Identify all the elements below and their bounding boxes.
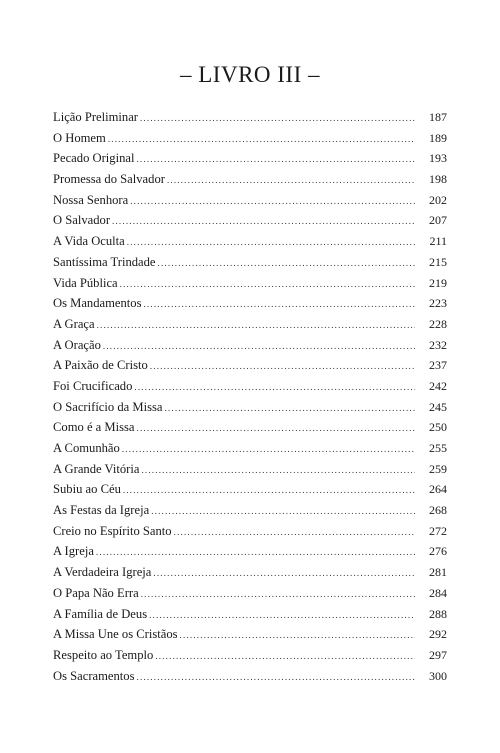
dot-leader — [97, 315, 415, 336]
toc-entry-page: 207 — [429, 213, 447, 228]
dot-leader — [164, 398, 415, 419]
toc-entry-title: A Família de Deus — [53, 606, 148, 621]
dot-leader — [123, 480, 415, 501]
toc-entry-page: 219 — [429, 275, 447, 290]
dot-leader — [151, 501, 415, 522]
toc-entry-page: 193 — [429, 151, 447, 166]
toc-entry-page: 264 — [429, 482, 447, 497]
dot-leader — [103, 336, 415, 357]
toc-entry-title: A Missa Une os Cristãos — [53, 627, 178, 642]
dot-leader — [127, 232, 415, 253]
dot-leader — [130, 191, 415, 212]
dot-leader — [108, 129, 415, 150]
toc-entry-title: A Comunhão — [53, 441, 120, 455]
toc-entry-page: 288 — [429, 606, 447, 621]
toc-entry — [53, 314, 447, 335]
dot-leader — [174, 522, 415, 543]
toc-entry-page: 255 — [429, 441, 447, 455]
toc-entry-title: Subiu ao Céu — [53, 482, 121, 497]
toc-entry — [53, 417, 447, 438]
toc-entry — [53, 252, 447, 273]
toc-entry-page: 187 — [429, 110, 447, 124]
toc-entry-title: A Vida Oculta — [53, 234, 125, 249]
toc-entry-title: A Oração — [53, 337, 101, 352]
dot-leader — [180, 625, 415, 646]
toc-entry-page: 284 — [429, 585, 447, 600]
toc-entry-title: Lição Preliminar — [53, 110, 138, 124]
dot-leader — [96, 542, 415, 563]
toc-entry-page: 272 — [429, 523, 447, 538]
dot-leader — [158, 253, 415, 274]
toc-entry-title: A Grande Vitória — [53, 461, 140, 476]
toc-entry-page: 211 — [429, 234, 447, 249]
toc-entry-page: 245 — [429, 399, 447, 414]
toc-entry — [53, 438, 447, 459]
toc-entry-page: 259 — [429, 461, 447, 476]
table-of-contents — [53, 107, 447, 686]
toc-entry — [53, 355, 447, 376]
dot-leader — [137, 667, 416, 688]
toc-entry — [53, 293, 447, 314]
toc-entry — [53, 562, 447, 583]
toc-entry-title: A Igreja — [53, 544, 94, 559]
toc-entry-page: 292 — [429, 627, 447, 642]
dot-leader — [141, 460, 415, 481]
toc-entry-title: Nossa Senhora — [53, 192, 129, 207]
toc-entry-page: 300 — [429, 668, 447, 683]
toc-entry — [53, 107, 447, 128]
toc-entry — [53, 583, 447, 604]
toc-entry-title: A Verdadeira Igreja — [53, 565, 152, 580]
toc-entry-title: O Papa Não Erra — [53, 585, 139, 600]
dot-leader — [136, 149, 415, 170]
dot-leader — [153, 563, 415, 584]
toc-entry-title: Foi Crucificado — [53, 378, 133, 393]
toc-entry — [53, 169, 447, 190]
toc-entry-page: 198 — [429, 172, 447, 187]
toc-entry — [53, 335, 447, 356]
dot-leader — [149, 605, 415, 626]
dot-leader — [122, 439, 415, 460]
toc-entry-title: O Salvador — [53, 213, 111, 228]
toc-entry — [53, 376, 447, 397]
toc-entry — [53, 624, 447, 645]
toc-entry-title: Santíssima Trindade — [53, 254, 156, 269]
toc-entry — [53, 541, 447, 562]
toc-entry-title: Vida Pública — [53, 275, 118, 290]
section-heading: – LIVRO III – — [180, 62, 320, 87]
toc-entry — [53, 397, 447, 418]
toc-entry-page: 250 — [429, 420, 447, 435]
toc-entry-page: 276 — [429, 544, 447, 559]
toc-entry — [53, 645, 447, 666]
toc-entry-title: Creio no Espírito Santo — [53, 523, 172, 538]
toc-entry — [53, 604, 447, 625]
dot-leader — [112, 211, 415, 232]
toc-entry-page: 202 — [429, 192, 447, 207]
toc-entry — [53, 500, 447, 521]
dot-leader — [134, 377, 415, 398]
dot-leader — [141, 584, 415, 605]
toc-entry — [53, 128, 447, 149]
toc-entry-page: 281 — [429, 565, 447, 580]
toc-entry-page: 297 — [429, 647, 447, 662]
toc-entry-page: 189 — [429, 130, 447, 145]
toc-entry-title: A Graça — [53, 316, 95, 331]
toc-entry-page: 228 — [429, 316, 447, 331]
toc-entry-title: Pecado Original — [53, 151, 135, 166]
toc-entry-title: Promessa do Salvador — [53, 172, 165, 187]
toc-entry-title: Os Mandamentos — [53, 296, 142, 311]
toc-entry — [53, 231, 447, 252]
toc-entry-page: 232 — [429, 337, 447, 352]
toc-entry — [53, 273, 447, 294]
toc-entry-title: O Sacrifício da Missa — [53, 399, 163, 414]
toc-entry-page: 242 — [429, 378, 447, 393]
dot-leader — [137, 418, 415, 439]
toc-entry-title: Como é a Missa — [53, 420, 135, 435]
toc-entry — [53, 521, 447, 542]
dot-leader — [120, 274, 415, 295]
toc-entry — [53, 459, 447, 480]
toc-entry — [53, 666, 447, 687]
dot-leader — [144, 294, 416, 315]
dot-leader — [150, 356, 415, 377]
toc-entry-page: 215 — [429, 254, 447, 269]
dot-leader — [155, 646, 415, 667]
toc-entry — [53, 210, 447, 231]
toc-entry-page: 223 — [429, 296, 447, 311]
toc-entry — [53, 148, 447, 169]
toc-entry-title: Os Sacramentos — [53, 668, 135, 683]
toc-entry-title: As Festas da Igreja — [53, 503, 150, 518]
toc-entry-title: A Paixão de Cristo — [53, 358, 148, 373]
dot-leader — [167, 170, 415, 191]
toc-entry-title: O Homem — [53, 130, 106, 145]
toc-entry-page: 268 — [429, 503, 447, 518]
dot-leader — [140, 108, 415, 129]
toc-entry — [53, 479, 447, 500]
toc-entry-title: Respeito ao Templo — [53, 647, 154, 662]
toc-entry-page: 237 — [429, 358, 447, 373]
toc-entry — [53, 190, 447, 211]
